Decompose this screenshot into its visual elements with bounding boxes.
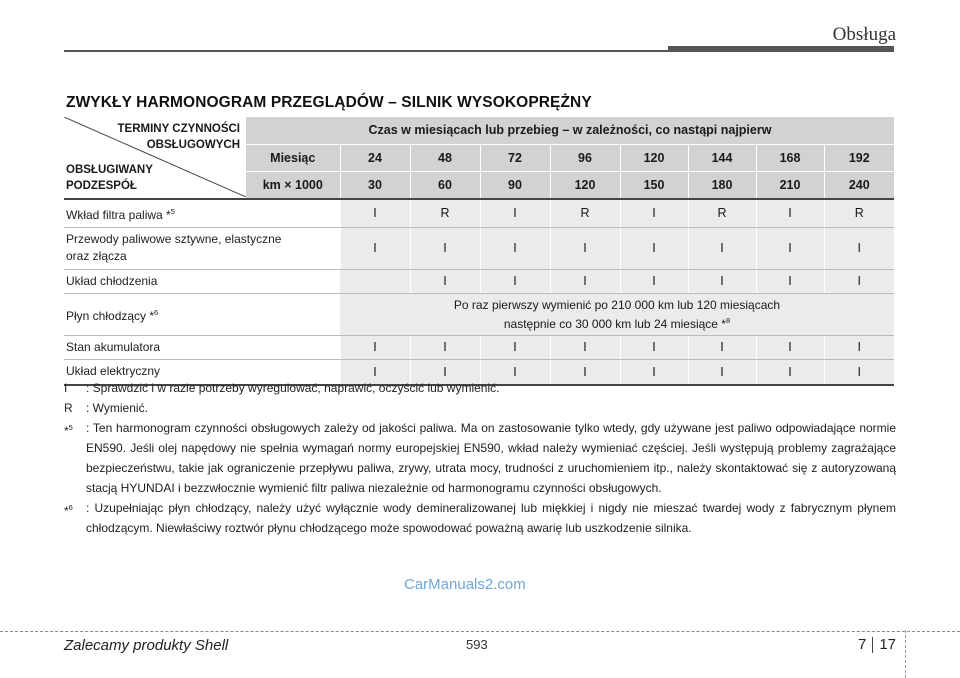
- schedule-cell: I: [756, 227, 824, 269]
- note-text: : Wymienić.: [86, 401, 148, 415]
- corner-top-line2: OBSŁUGOWYCH: [146, 139, 240, 151]
- schedule-cell: I: [688, 335, 756, 359]
- footer-page-number: 593: [466, 637, 488, 652]
- row-label: Układ elektryczny: [64, 359, 340, 385]
- footer-brand-note: Zalecamy produkty Shell: [64, 637, 229, 654]
- km-cell: 150: [620, 171, 688, 199]
- coolant-interval-note: [340, 293, 894, 335]
- schedule-cell: I: [688, 359, 756, 385]
- schedule-cell: R: [410, 199, 480, 228]
- watermark-link[interactable]: CarManuals2.com: [404, 576, 526, 593]
- row-label: Płyn chłodzący *$^6$: [64, 293, 340, 335]
- km-label: km × 1000: [246, 171, 340, 199]
- months-label: Miesiąc: [246, 144, 340, 171]
- km-cell: 30: [340, 171, 410, 199]
- schedule-cell: I: [480, 269, 550, 293]
- km-cell: 210: [756, 171, 824, 199]
- row-label: Układ chłodzenia: [64, 269, 340, 293]
- page-title: ZWYKŁY HARMONOGRAM PRZEGLĄDÓW – SILNIK WYSOKOPRĘŻNY: [66, 94, 592, 111]
- schedule-cell: I: [620, 269, 688, 293]
- schedule-cell: I: [620, 359, 688, 385]
- schedule-cell: R: [688, 199, 756, 228]
- schedule-cell: I: [756, 269, 824, 293]
- schedule-cell: I: [480, 359, 550, 385]
- schedule-cell: R: [550, 199, 620, 228]
- schedule-cell: I: [410, 227, 480, 269]
- table-row-fuel-filter: [64, 199, 894, 228]
- months-cell: 168: [756, 144, 824, 171]
- schedule-cell: I: [824, 359, 894, 385]
- km-cell: 180: [688, 171, 756, 199]
- schedule-cell: I: [340, 335, 410, 359]
- note-replace: [64, 398, 896, 418]
- schedule-cell: I: [340, 359, 410, 385]
- header-rule: [64, 50, 672, 52]
- schedule-cell: I: [410, 269, 480, 293]
- schedule-cell: I: [756, 359, 824, 385]
- row-label: [64, 227, 340, 269]
- schedule-cell: I: [550, 335, 620, 359]
- schedule-cell: I: [620, 335, 688, 359]
- footnote-6: [64, 498, 896, 538]
- schedule-cell: I: [480, 335, 550, 359]
- schedule-cell: I: [824, 227, 894, 269]
- schedule-cell: I: [824, 269, 894, 293]
- coolant-note-line1: Po raz pierwszy wymienić po 210 000 km lub 120 miesiącach: [453, 297, 781, 312]
- schedule-cell: I: [620, 199, 688, 228]
- km-cell: 60: [410, 171, 480, 199]
- row-label-line2: oraz złącza: [66, 249, 127, 263]
- note-text: : Uzupełniając płyn chłodzący, należy użyć wyłącznie wody demineralizowanej lub miękkiej i nigdy nie mieszać twardej wody z fabrycznym płynem chłodzącym. Niewłaściwy roztwór płynu chłodzącego może spowodować poważną awarię lub uszkodzenie silnika.: [86, 501, 896, 535]
- schedule-cell-empty: [340, 269, 410, 293]
- chapter-page-number: 17: [879, 636, 896, 653]
- row-label-line1: Przewody paliwowe sztywne, elastyczne: [66, 232, 282, 246]
- table-row-cooling-system: [64, 269, 894, 293]
- legend-notes: [64, 378, 896, 538]
- months-cell: 72: [480, 144, 550, 171]
- km-cell: 240: [824, 171, 894, 199]
- schedule-cell: I: [756, 335, 824, 359]
- footnote-5: [64, 418, 896, 498]
- schedule-cell: I: [410, 335, 480, 359]
- footer-vertical-rule: [905, 630, 906, 678]
- maintenance-table: [64, 117, 894, 386]
- table-row-fuel-lines: [64, 227, 894, 269]
- footer-rule: [0, 631, 960, 632]
- schedule-cell: I: [550, 227, 620, 269]
- note-text: : Sprawdzić i w razie potrzeby wyregulować, naprawić, oczyścić lub wymienić.: [86, 381, 500, 395]
- schedule-cell: I: [340, 199, 410, 228]
- schedule-cell: I: [824, 335, 894, 359]
- schedule-cell: I: [410, 359, 480, 385]
- corner-bottom-line2: PODZESPÓŁ: [66, 179, 137, 192]
- months-cell: 24: [340, 144, 410, 171]
- note-text: : Ten harmonogram czynności obsługowych zależy od jakości paliwa. Ma on zastosowanie tylko wtedy, gdy używane jest paliwo odpowiadające normie EN590. Jeśli olej napędowy nie spełnia wymagań normy europejskiej EN590, wkład należy wymieniać częściej. Jeśli występują problemy zagrażające bezpieczeństwu, takie jak ograniczenie przepływu paliwa, zrywy, utrata mocy, trudności z uruchomieniem itp., należy skontaktować się z autoryzowaną stacją HYUNDAI i bezzwłocznie wymienić filtr paliwa niezależnie od harmonogramu czynności obsługowych.: [86, 421, 896, 495]
- table-row-battery: [64, 335, 894, 359]
- schedule-cell: I: [756, 199, 824, 228]
- note-key: I: [64, 381, 68, 395]
- note-key: *$^6$: [64, 503, 73, 518]
- schedule-cell: R: [824, 199, 894, 228]
- schedule-cell: I: [480, 199, 550, 228]
- header-rule-accent: [668, 46, 894, 52]
- note-key: R: [64, 401, 73, 415]
- km-cell: 120: [550, 171, 620, 199]
- chapter-number: 7: [857, 636, 867, 653]
- months-cell: 144: [688, 144, 756, 171]
- schedule-cell: I: [550, 269, 620, 293]
- schedule-cell: I: [340, 227, 410, 269]
- note-inspect: [64, 378, 896, 398]
- schedule-cell: I: [688, 269, 756, 293]
- schedule-cell: I: [550, 359, 620, 385]
- footer-chapter-page: [858, 636, 896, 653]
- section-title: Obsługa: [832, 24, 896, 45]
- months-cell: 120: [620, 144, 688, 171]
- corner-top-line1: TERMINY CZYNNOŚCI: [117, 123, 240, 135]
- coolant-note-line2: następnie co 30 000 km lub 24 miesiące *$^8$: [503, 315, 731, 331]
- schedule-cell: I: [688, 227, 756, 269]
- interval-span-header: Czas w miesiącach lub przebieg – w zależności, co nastąpi najpierw: [246, 117, 894, 144]
- row-label: Stan akumulatora: [64, 335, 340, 359]
- months-cell: 96: [550, 144, 620, 171]
- schedule-cell: I: [620, 227, 688, 269]
- table-row-coolant: [64, 293, 894, 335]
- table-corner-header: [64, 117, 246, 199]
- note-key: *$^5$: [64, 423, 73, 438]
- footer-separator: [872, 637, 873, 653]
- months-cell: 192: [824, 144, 894, 171]
- row-label: Wkład filtra paliwa *$^5$: [64, 199, 340, 228]
- months-cell: 48: [410, 144, 480, 171]
- km-cell: 90: [480, 171, 550, 199]
- schedule-cell: I: [480, 227, 550, 269]
- corner-bottom-line1: OBSŁUGIWANY: [66, 163, 153, 176]
